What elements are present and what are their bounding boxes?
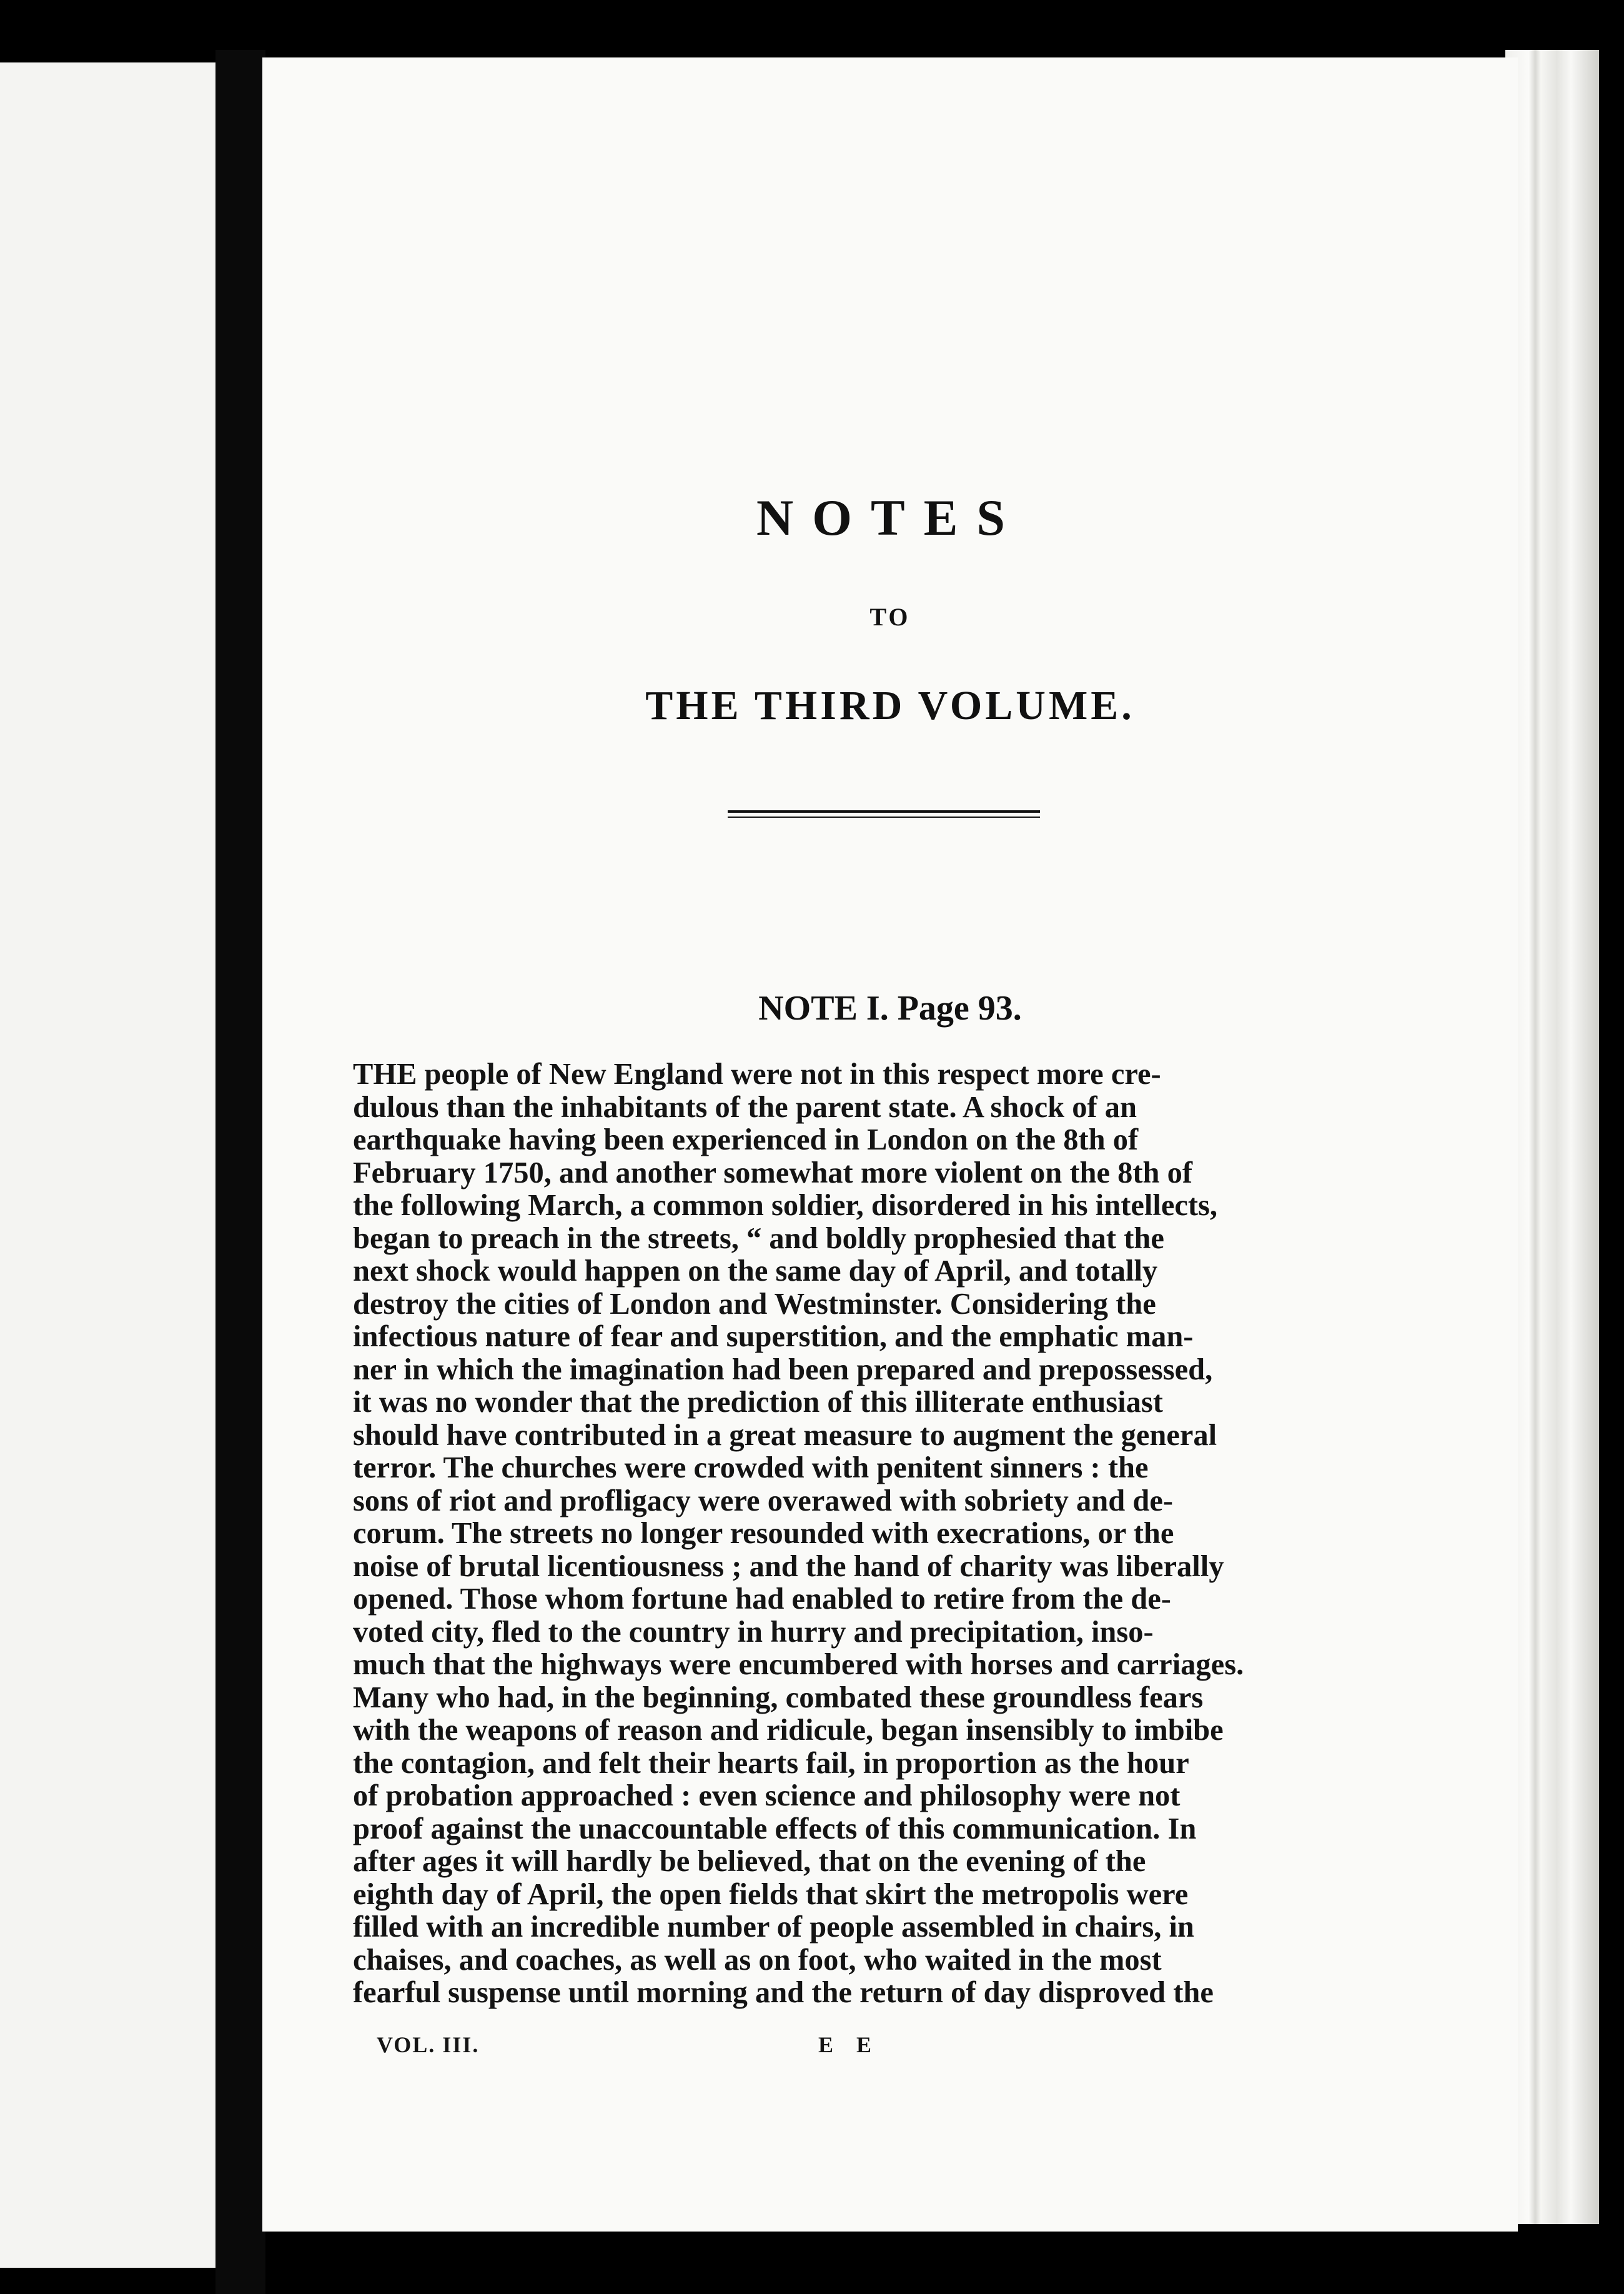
text-line: after ages it will hardly be believed, that on the evening of the (353, 1845, 1146, 1878)
text-line: terror. The churches were crowded with penitent sinners : the (353, 1451, 1149, 1484)
page-subtitle: THE THIRD VOLUME. (645, 683, 1135, 728)
text-line: proof against the unaccountable effects of this communication. In (353, 1812, 1197, 1845)
text-line: should have contributed in a great measure to augment the general (353, 1418, 1217, 1452)
text-line: voted city, fled to the country in hurry and precipitation, inso- (353, 1615, 1154, 1649)
text-line: the following March, a common soldier, disordered in his intellects, (353, 1189, 1218, 1222)
text-line: fearful suspense until morning and the return of day disproved the (353, 1976, 1214, 2009)
text-line: opened. Those whom fortune had enabled to retire from the de- (353, 1582, 1171, 1616)
book-gutter (215, 50, 265, 2294)
title-divider (728, 810, 1040, 818)
page-title: NOTES (756, 489, 1024, 546)
volume-signature: VOL. III. (377, 2032, 480, 2057)
title-connector: TO (869, 603, 911, 631)
text-line: began to preach in the streets, “ and boldly prophesied that the (353, 1221, 1164, 1255)
text-line: filled with an incredible number of people assembled in chairs, in (353, 1910, 1194, 1944)
note-body (353, 1058, 1527, 2010)
text-line: Many who had, in the beginning, combated these groundless fears (353, 1681, 1204, 1714)
text-line: THE people of New England were not in this respect more cre- (353, 1058, 1161, 1091)
gathering-signature: E E (818, 2032, 881, 2057)
text-line: next shock would happen on the same day of April, and totally (353, 1254, 1158, 1288)
text-line: the contagion, and felt their hearts fail, in proportion as the hour (353, 1746, 1189, 1780)
text-line: sons of riot and profligacy were overawed with sobriety and de- (353, 1484, 1174, 1517)
text-line: noise of brutal licentiousness ; and the hand of charity was liberally (353, 1549, 1224, 1583)
text-line: destroy the cities of London and Westminster. Considering the (353, 1287, 1156, 1321)
text-line: infectious nature of fear and superstition, and the emphatic man- (353, 1320, 1194, 1353)
text-line: dulous than the inhabitants of the parent state. A shock of an (353, 1090, 1137, 1124)
text-line: much that the highways were encumbered with horses and carriages. (353, 1648, 1244, 1681)
text-line: earthquake having been experienced in London on the 8th of (353, 1123, 1139, 1156)
text-line: chaises, and coaches, as well as on foot, who waited in the most (353, 1943, 1162, 1977)
note-heading: NOTE I. Page 93. (758, 989, 1022, 1028)
book-page (262, 57, 1518, 2232)
text-line: of probation approached : even science and philosophy were not (353, 1779, 1181, 1812)
text-line: corum. The streets no longer resounded with execrations, or the (353, 1517, 1174, 1550)
text-line: ner in which the imagination had been prepared and prepossessed, (353, 1353, 1213, 1386)
text-line: it was no wonder that the prediction of this illiterate enthusiast (353, 1386, 1163, 1419)
text-line: eighth day of April, the open fields that skirt the metropolis were (353, 1877, 1189, 1911)
facing-page-edge (0, 62, 215, 2268)
text-line: February 1750, and another somewhat more violent on the 8th of (353, 1156, 1193, 1189)
text-line: with the weapons of reason and ridicule, began insensibly to imbibe (353, 1714, 1224, 1747)
